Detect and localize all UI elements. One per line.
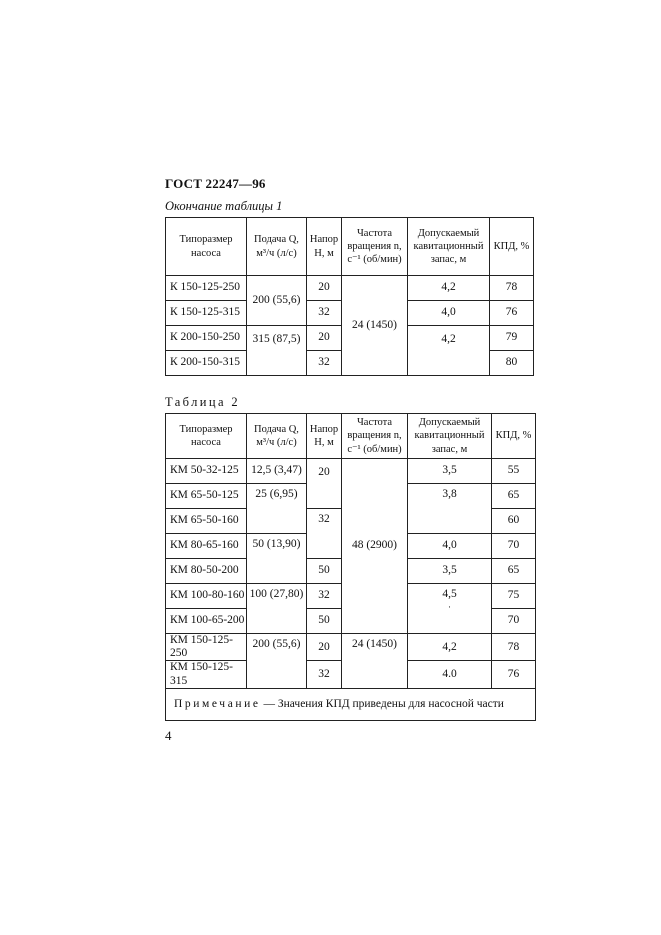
- npsh-cell: 4,0: [408, 301, 490, 326]
- header-head: Напор H, м: [307, 218, 342, 276]
- efficiency-cell: 80: [490, 351, 534, 376]
- head-cell: 20: [307, 276, 342, 301]
- page-number: 4: [165, 728, 172, 743]
- npsh-cell: [408, 584, 492, 634]
- efficiency-cell: 78: [490, 276, 534, 301]
- model-cell: К 200-150-250: [166, 326, 247, 351]
- note-row: [166, 688, 536, 720]
- header-npsh: Допускаемый кавитационный запас, м: [408, 414, 492, 459]
- header-flow: Подача Q, м³/ч (л/с): [247, 414, 307, 459]
- efficiency-cell: 65: [492, 484, 536, 509]
- model-cell: КМ 100-65-200: [166, 609, 247, 634]
- table1-header-row: [166, 218, 534, 276]
- efficiency-cell: 76: [492, 661, 536, 688]
- table-row: [166, 459, 536, 484]
- header-speed: Частота вращения n, с⁻¹ (об/мин): [342, 414, 408, 459]
- table2: [165, 413, 536, 721]
- note-text: — Значения КПД приведены для насосной части: [260, 697, 504, 710]
- npsh-cell: 4,2: [408, 276, 490, 301]
- model-cell: КМ 65-50-160: [166, 509, 247, 534]
- model-cell: К 150-125-250: [166, 276, 247, 301]
- model-cell: КМ 80-65-160: [166, 534, 247, 559]
- head-cell: 20: [307, 326, 342, 351]
- npsh-value: 4,5: [442, 588, 457, 600]
- document-code: ГОСТ 22247—96: [165, 176, 266, 191]
- speed-cell: 48 (2900): [342, 459, 408, 634]
- flow-cell: 200 (55,6): [247, 276, 307, 326]
- table1-caption: Окончание таблицы 1: [165, 199, 283, 213]
- efficiency-cell: 75: [492, 584, 536, 609]
- model-cell: КМ 80-50-200: [166, 559, 247, 584]
- npsh-cell: 3,5: [408, 459, 492, 484]
- flow-cell: 12,5 (3,47): [247, 459, 307, 484]
- table2-note: [166, 688, 536, 720]
- head-cell: 32: [307, 351, 342, 376]
- model-cell: КМ 50-32-125: [166, 459, 247, 484]
- npsh-cell: 3,5: [408, 559, 492, 584]
- model-cell: КМ 150-125-250: [166, 634, 247, 661]
- npsh-cell: 3,8: [408, 484, 492, 534]
- efficiency-cell: 70: [492, 534, 536, 559]
- table-row: [166, 634, 536, 661]
- efficiency-cell: 76: [490, 301, 534, 326]
- head-cell: 50: [307, 609, 342, 634]
- npsh-cell: 4,2: [408, 326, 490, 376]
- model-cell: К 200-150-315: [166, 351, 247, 376]
- flow-cell: 25 (6,95): [247, 484, 307, 534]
- model-cell: КМ 150-125-315: [166, 661, 247, 688]
- header-flow: Подача Q, м³/ч (л/с): [247, 218, 307, 276]
- header-npsh: Допускаемый кавитационный запас, м: [408, 218, 490, 276]
- header-model: Типоразмер насоса: [166, 218, 247, 276]
- npsh-cell: 4,0: [408, 534, 492, 559]
- flow-cell: 200 (55,6): [247, 634, 307, 689]
- flow-cell: 315 (87,5): [247, 326, 307, 376]
- npsh-cell: 4,2: [408, 634, 492, 661]
- model-cell: КМ 65-50-125: [166, 484, 247, 509]
- table-row: [166, 276, 534, 301]
- head-cell: 50: [307, 559, 342, 584]
- speed-cell: 24 (1450): [342, 276, 408, 376]
- efficiency-cell: 79: [490, 326, 534, 351]
- efficiency-cell: 78: [492, 634, 536, 661]
- efficiency-cell: 55: [492, 459, 536, 484]
- header-efficiency: КПД, %: [490, 218, 534, 276]
- model-cell: КМ 100-80-160: [166, 584, 247, 609]
- efficiency-cell: 60: [492, 509, 536, 534]
- table1: [165, 217, 534, 376]
- flow-cell: 100 (27,80): [247, 584, 307, 634]
- npsh-cell: 4.0: [408, 661, 492, 688]
- note-label: Примечание: [174, 697, 261, 710]
- header-efficiency: КПД, %: [492, 414, 536, 459]
- head-cell: 32: [307, 301, 342, 326]
- efficiency-cell: 65: [492, 559, 536, 584]
- head-cell: 32: [307, 661, 342, 688]
- model-cell: К 150-125-315: [166, 301, 247, 326]
- header-speed: Частота вращения n, с⁻¹ (об/мин): [342, 218, 408, 276]
- table2-header-row: [166, 414, 536, 459]
- speed-cell: 24 (1450): [342, 634, 408, 689]
- head-cell: 20: [307, 634, 342, 661]
- header-model: Типоразмер насоса: [166, 414, 247, 459]
- head-cell: 32: [307, 584, 342, 609]
- head-cell: 20: [307, 459, 342, 509]
- header-head: Напор H, м: [307, 414, 342, 459]
- flow-cell: 50 (13,90): [247, 534, 307, 584]
- npsh-mark: ·: [448, 602, 451, 613]
- table2-caption: Таблица 2: [165, 395, 241, 409]
- head-cell: 32: [307, 509, 342, 559]
- efficiency-cell: 70: [492, 609, 536, 634]
